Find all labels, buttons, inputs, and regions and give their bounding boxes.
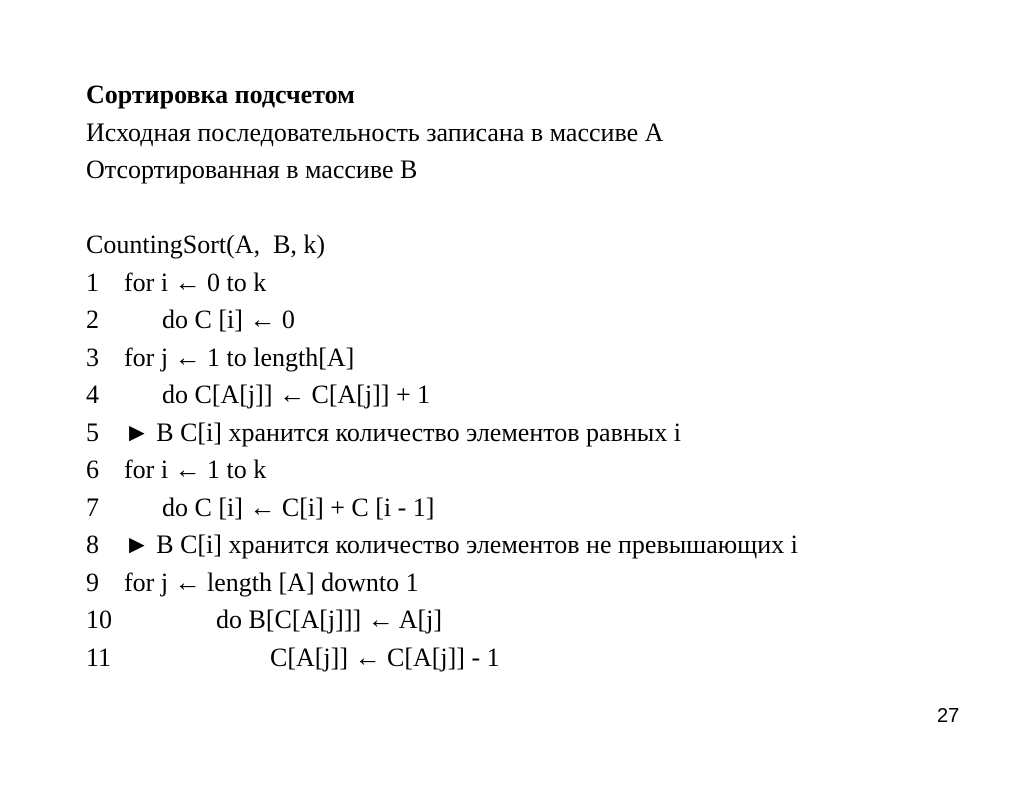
code-text: for j ← length [A] downto 1 bbox=[124, 567, 419, 597]
page-number: 27 bbox=[937, 705, 960, 727]
code-line-8 bbox=[86, 526, 986, 564]
code-line-5 bbox=[86, 414, 986, 452]
line-number: 5 bbox=[86, 417, 99, 447]
code-line-11 bbox=[86, 639, 986, 677]
line-number: 7 bbox=[86, 492, 99, 522]
line-number: 10 bbox=[86, 605, 112, 634]
line-number: 2 bbox=[86, 305, 99, 334]
code-line-1 bbox=[86, 264, 986, 302]
slide-content bbox=[86, 76, 986, 676]
code-line-6 bbox=[86, 451, 986, 489]
line-number: 9 bbox=[86, 567, 99, 597]
code-text: do C [i] ← 0 bbox=[162, 305, 295, 334]
line-number: 3 bbox=[86, 342, 99, 372]
slide-title: Сортировка подсчетом bbox=[86, 80, 355, 109]
line-number: 8 bbox=[86, 530, 99, 559]
description-line-2: Отсортированная в массиве В bbox=[86, 155, 418, 184]
code-line-9 bbox=[86, 564, 986, 602]
blank-line bbox=[86, 189, 986, 227]
code-line-3 bbox=[86, 339, 986, 377]
description-line-1: Исходная последовательность записана в массиве А bbox=[86, 117, 664, 147]
code-text: for i ← 0 to k bbox=[124, 267, 267, 297]
line-number: 6 bbox=[86, 455, 99, 484]
line-number: 1 bbox=[86, 267, 99, 297]
code-text: do C[A[j]] ← C[A[j]] + 1 bbox=[162, 380, 431, 409]
code-line-7 bbox=[86, 489, 986, 527]
line-number: 4 bbox=[86, 380, 99, 409]
code-text: do B[C[A[j]]] ← A[j] bbox=[216, 605, 443, 634]
code-line-4 bbox=[86, 376, 986, 414]
code-comment: ► В C[i] хранится количество элементов не превышающих i bbox=[124, 530, 798, 559]
code-line-10 bbox=[86, 601, 986, 639]
code-comment: ► В C[i] хранится количество элементов равных i bbox=[124, 417, 681, 447]
code-line-2 bbox=[86, 301, 986, 339]
code-text: C[A[j]] ← C[A[j]] - 1 bbox=[270, 642, 500, 672]
line-number: 11 bbox=[86, 642, 112, 672]
code-text: for j ← 1 to length[A] bbox=[124, 342, 355, 372]
code-text: do C [i] ← C[i] + C [i - 1] bbox=[162, 492, 435, 522]
algorithm-header: CountingSort(A, B, k) bbox=[86, 230, 326, 259]
code-text: for i ← 1 to k bbox=[124, 455, 267, 484]
